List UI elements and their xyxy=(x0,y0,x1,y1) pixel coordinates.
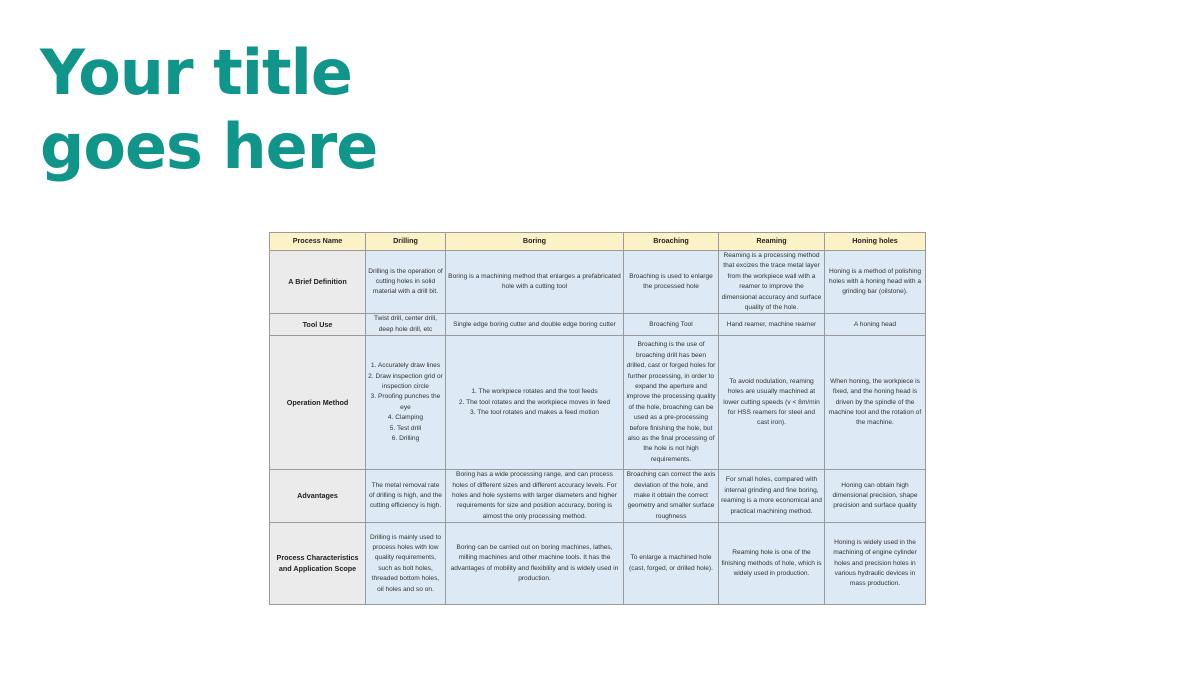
cell-honing-tool-use: A honing head xyxy=(825,314,926,336)
cell-broaching-operation: Broaching is the use of broaching drill has been drilled, cast or forged holes for further processing, in order to expand the aperture and improve the processing quality of the hole, broaching can be used as a pre-processing before finishing the hole, but also as the final processing of the hole is not high requirements. xyxy=(624,336,719,470)
table-row-definition xyxy=(270,251,926,314)
cell-reaming-definition: Reaming is a processing method that excizes the trace metal layer from the workpiece wall with a reamer to improve the dimensional accuracy and surface quality of the hole. xyxy=(719,251,825,314)
header-boring: Boring xyxy=(446,233,624,251)
row-label-advantages: Advantages xyxy=(270,470,366,523)
cell-honing-definition: Honing is a method of polishing holes with a honing head with a grinding bar (oilstone). xyxy=(825,251,926,314)
cell-boring-advantages: Boring has a wide processing range, and can process holes of different sizes and different accuracy levels. For holes and hole systems with larger diameters and higher requirements for size and position accuracy, boring is almost the only processing method. xyxy=(446,470,624,523)
cell-boring-operation: 1. The workpiece rotates and the tool feeds 2. The tool rotates and the workpiece moves in feed 3. The tool rotates and makes a feed motion xyxy=(446,336,624,470)
comparison-table xyxy=(269,232,926,605)
cell-honing-operation: When honing, the workpiece is fixed, and the honing head is driven by the spindle of the machine tool and the rotation of the machine. xyxy=(825,336,926,470)
table-row-operation-method xyxy=(270,336,926,470)
row-label-characteristics: Process Characteristics and Application Scope xyxy=(270,523,366,605)
cell-reaming-characteristics: Reaming hole is one of the finishing methods of hole, which is widely used in production. xyxy=(719,523,825,605)
cell-reaming-operation: To avoid nodulation, reaming holes are usually machined at lower cutting speeds (v < 8m/min for HSS reamers for steel and cast iron). xyxy=(719,336,825,470)
cell-broaching-definition: Broaching is used to enlarge the processed hole xyxy=(624,251,719,314)
cell-reaming-advantages: For small holes, compared with internal grinding and fine boring, reaming is a more economical and practical machining method. xyxy=(719,470,825,523)
cell-drilling-definition: Drilling is the operation of cutting holes in solid material with a drill bit. xyxy=(366,251,446,314)
cell-boring-characteristics: Boring can be carried out on boring machines, lathes, milling machines and other machine tools. It has the advantages of mobility and flexibility and is widely used in production. xyxy=(446,523,624,605)
slide-title-line-1: Your title xyxy=(40,36,352,109)
cell-drilling-tool-use: Twist drill, center drill, deep hole drill, etc xyxy=(366,314,446,336)
cell-broaching-tool-use: Broaching Tool xyxy=(624,314,719,336)
cell-drilling-characteristics: Drilling is mainly used to process holes with low quality requirements, such as bolt holes, threaded bottom holes, oil holes and so on. xyxy=(366,523,446,605)
cell-boring-definition: Boring is a machining method that enlarges a prefabricated hole with a cutting tool xyxy=(446,251,624,314)
header-drilling: Drilling xyxy=(366,233,446,251)
table-row-advantages xyxy=(270,470,926,523)
header-process-name: Process Name xyxy=(270,233,366,251)
cell-honing-characteristics: Honing is widely used in the machining of engine cylinder holes and precision holes in various hydraulic devices in mass production. xyxy=(825,523,926,605)
slide-title-line-2: goes here xyxy=(40,110,378,183)
header-honing-holes: Honing holes xyxy=(825,233,926,251)
cell-drilling-advantages: The metal removal rate of drilling is high, and the cutting efficiency is high. xyxy=(366,470,446,523)
row-label-operation-method: Operation Method xyxy=(270,336,366,470)
cell-boring-tool-use: Single edge boring cutter and double edge boring cutter xyxy=(446,314,624,336)
slide-title xyxy=(40,36,377,184)
cell-broaching-characteristics: To enlarge a machined hole (cast, forged, or drilled hole). xyxy=(624,523,719,605)
header-reaming: Reaming xyxy=(719,233,825,251)
table-row-characteristics xyxy=(270,523,926,605)
cell-honing-advantages: Honing can obtain high dimensional precision, shape precision and surface quality xyxy=(825,470,926,523)
row-label-definition: A Brief Definition xyxy=(270,251,366,314)
row-label-tool-use: Tool Use xyxy=(270,314,366,336)
cell-drilling-operation: 1. Accurately draw lines 2. Draw inspection grid or inspection circle 3. Proofing punches the eye 4. Clamping 5. Test drill 6. Drilling xyxy=(366,336,446,470)
header-broaching: Broaching xyxy=(624,233,719,251)
table-header-row xyxy=(270,233,926,251)
cell-reaming-tool-use: Hand reamer, machine reamer xyxy=(719,314,825,336)
cell-broaching-advantages: Broaching can correct the axis deviation of the hole, and make it obtain the correct geometry and smaller surface roughness xyxy=(624,470,719,523)
table-row-tool-use xyxy=(270,314,926,336)
